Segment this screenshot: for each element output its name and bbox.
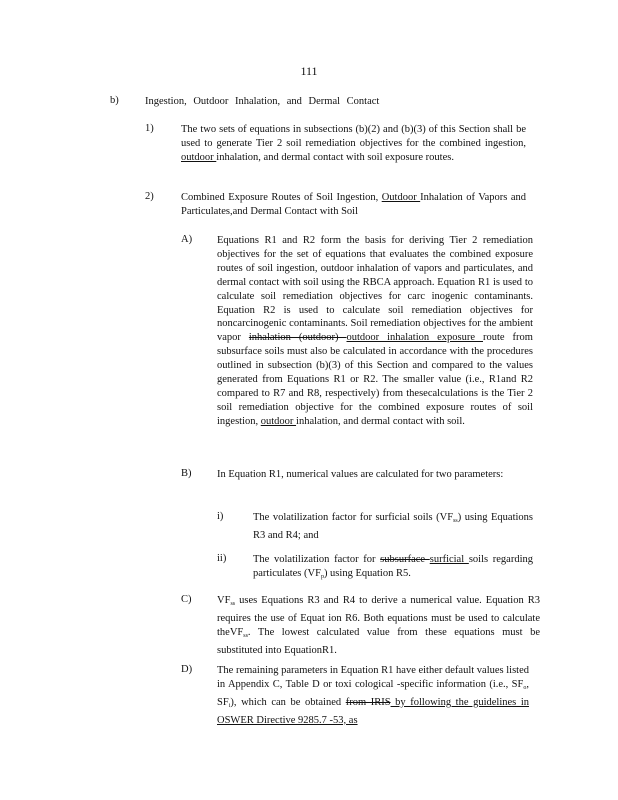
item-i-text: The volatilization factor for surficial soils $(VF_{ss})$ using Equations R3 and R4; and [253,512,534,541]
page-number: 111 [300,64,318,78]
item-A-inserted-text: outdoor inhalation exposure [346,332,483,344]
section-b-label: b) [110,95,119,106]
item-2-label: 2) [145,191,154,202]
item-2-inserted-text: Outdoor [381,192,421,203]
section-b-heading: Ingestion, Outdoor Inhalation, and Dermal Contact [145,96,380,107]
item-D-deleted-text: from IRIS [345,696,391,708]
item-i-label: i) [217,511,224,522]
item-C-label: C) [181,594,192,605]
item-1-label: 1) [145,123,154,134]
item-1-text: The two sets of equations in subsections (b)(2) and (b)(3) of this Section shall be used to generate Tier 2 soil remediation objectives for the combined ingestion, outdoor inhalation, and dermal contact with soil exposure routes. [181,124,526,163]
item-B-label: B) [181,468,192,479]
item-A-label: A) [181,234,193,245]
item-C-text: $VF_{ss}$ uses Equations R3 and R4 to derive a numerical value. Equation R3 requires the use of Equat ion R6. Both equations must be used to calculate theVF$_{ss}$. The lowest calculated value from these equations must be substituted into EquationR1. [217,595,541,656]
item-A-inserted-text-2: outdoor [260,415,297,427]
item-ii-deleted-text: subsurface [380,554,430,565]
item-A-text: Equations R1 and R2 form the basis for deriving Tier 2 remediation objectives for the set of equations that evaluates the combined exposure routes of soil ingestion, outdoor inhalation of vapors and particulates, and dermal contact with soil using the RBCA approach. Equation R1 is used to calculate soil remediation objectives for carc inogenic contaminants. Equation R2 is used to calculate soil remediation objectives for noncarcinogenic contaminants. Soil remediation objectives for the ambient vapor inhalation (outdoor) outdoor inhalation exposure route from subsurface soils must also be calculated in accordance with the procedures outlined in subsection (b)(3) of this Section and compared to the values generated from Equations R1 or R2. The smaller value (i.e., R1and R2 compared to R7 and R8, respectively) from thesecalculations is the Tier 2 soil remediation objective for the combined exposure routes of soil ingestion, outdoor inhalation, and dermal contact with soil. [217,235,533,427]
item-ii-text: The volatilization factor for subsurface surficial soils regarding particulates $(VF_p)$ using Equation R5. [253,554,533,580]
item-ii-label: ii) [217,553,227,564]
item-D-text: The remaining parameters in Equation R1 have either default values listed in Appendix C, Table D or toxi cological -specific information (i.e., $SF_o$, $SF_i$), which can be obtained from IRIS by following the guidelines in OSWER Directive 9285.7 -53, as [217,665,529,726]
item-ii-inserted-text: surficial [429,554,469,565]
item-2-heading: Combined Exposure Routes of Soil Ingestion, Outdoor Inhalation of Vapors and Particulates,and Dermal Contact with Soil [181,192,526,217]
item-B-text: In Equation R1, numerical values are calculated for two parameters: [217,469,504,480]
item-D-label: D) [181,664,193,675]
item-D-inserted-text: by following the guidelines in OSWER Directive 9285.7 -53, as [217,696,529,726]
item-1-inserted-text: outdoor [181,151,217,163]
item-A-deleted-text: inhalation (outdoor) [248,332,347,344]
